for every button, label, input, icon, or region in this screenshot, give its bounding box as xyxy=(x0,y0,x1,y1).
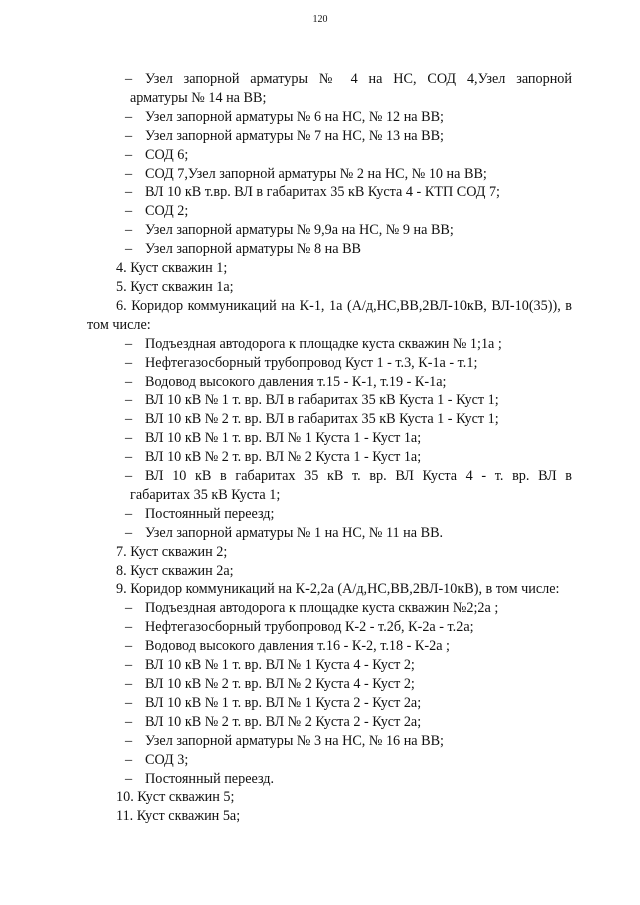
dash-bullet: – xyxy=(125,335,133,352)
dash-bullet: – xyxy=(125,751,133,768)
list-item-text: СОД 6; xyxy=(145,146,189,163)
list-item xyxy=(87,599,572,618)
list-item-text: Постоянный переезд; xyxy=(145,505,275,522)
dash-bullet: – xyxy=(125,713,133,730)
list-item xyxy=(87,165,572,184)
list-item-text: Узел запорной арматуры № 6 на НС, № 12 на ВВ; xyxy=(145,108,444,125)
dash-bullet: – xyxy=(125,127,133,144)
list-item xyxy=(87,637,572,656)
list-item-text: Узел запорной арматуры № 7 на НС, № 13 на ВВ; xyxy=(145,127,444,144)
dash-bullet: – xyxy=(125,468,133,485)
list-item xyxy=(87,70,572,108)
list-item xyxy=(87,618,572,637)
dash-bullet: – xyxy=(125,770,133,787)
list-item xyxy=(87,240,572,259)
list-item-text: ВЛ 10 кВ № 1 т. вр. ВЛ № 1 Куста 1 - Куст 1а; xyxy=(145,430,422,447)
list-item-text: Узел запорной арматуры № 8 на ВВ xyxy=(145,241,361,258)
list-item xyxy=(87,524,572,543)
dash-bullet: – xyxy=(125,430,133,447)
dash-bullet: – xyxy=(125,694,133,711)
list-item xyxy=(87,448,572,467)
list-item-text: Водовод высокого давления т.16 - К-2, т.18 - К-2а ; xyxy=(145,638,450,655)
dash-bullet: – xyxy=(125,241,133,258)
list-item-text: ВЛ 10 кВ № 2 т. вр. ВЛ № 2 Куста 1 - Куст 1а; xyxy=(145,449,422,466)
list-item-text: СОД 3; xyxy=(145,751,189,768)
list-item xyxy=(87,410,572,429)
dash-bullet: – xyxy=(125,600,133,617)
numbered-item: 7. Куст скважин 2; xyxy=(116,543,228,560)
list-item xyxy=(87,429,572,448)
dash-bullet: – xyxy=(125,638,133,655)
list-item xyxy=(87,335,572,354)
numbered-paragraph: 9. Коридор коммуникаций на К-2,2а (А/д,НС,ВВ,2ВЛ-10кВ), в том числе: xyxy=(116,581,560,598)
list-item-text: ВЛ 10 кВ в габаритах 35 кВ т. вр. ВЛ Куста 4 - т. вр. ВЛ в xyxy=(145,468,572,485)
dash-bullet: – xyxy=(125,449,133,466)
list-item-text: Узел запорной арматуры № 1 на НС, № 11 на ВВ. xyxy=(145,524,444,541)
numbered-item: 4. Куст скважин 1; xyxy=(116,260,228,277)
list-item-text: ВЛ 10 кВ № 1 т. вр. ВЛ № 1 Куста 2 - Куст 2а; xyxy=(145,694,422,711)
dash-bullet: – xyxy=(125,619,133,636)
list-item-text: Постоянный переезд. xyxy=(145,770,275,787)
list-item-text: СОД 2; xyxy=(145,203,189,220)
dash-bullet: – xyxy=(125,222,133,239)
list-item-text: ВЛ 10 кВ № 1 т. вр. ВЛ № 1 Куста 4 - Куст 2; xyxy=(145,657,415,674)
numbered-paragraph: 6. Коридор коммуникаций на К-1, 1а (А/д,НС,ВВ,2ВЛ-10кВ, ВЛ-10(35)), в том числе: xyxy=(87,297,572,333)
dash-bullet: – xyxy=(125,392,133,409)
list-item-text: Подъездная автодорога к площадке куста скважин №2;2а ; xyxy=(145,600,499,617)
list-item xyxy=(87,202,572,221)
document-body xyxy=(87,70,572,826)
dash-bullet: – xyxy=(125,165,133,182)
list-item xyxy=(87,146,572,165)
list-item-text: Узел запорной арматуры № 9,9а на НС, № 9 на ВВ; xyxy=(145,222,454,239)
list-item-text: ВЛ 10 кВ т.вр. ВЛ в габаритах 35 кВ Куста 4 - КТП СОД 7; xyxy=(145,184,500,201)
numbered-item: 11. Куст скважин 5а; xyxy=(116,808,241,825)
list-item-text: ВЛ 10 кВ № 2 т. вр. ВЛ № 2 Куста 2 - Куст 2а; xyxy=(145,713,422,730)
list-item xyxy=(87,127,572,146)
dash-bullet: – xyxy=(125,108,133,125)
dash-bullet: – xyxy=(125,373,133,390)
list-item xyxy=(87,656,572,675)
list-item xyxy=(87,354,572,373)
list-item xyxy=(87,183,572,202)
dash-bullet: – xyxy=(125,146,133,163)
dash-bullet: – xyxy=(125,354,133,371)
list-item xyxy=(87,732,572,751)
list-item-text: Водовод высокого давления т.15 - К-1, т.19 - К-1а; xyxy=(145,373,447,390)
list-item xyxy=(87,467,572,505)
list-item-continuation: габаритах 35 кВ Куста 1; xyxy=(130,486,281,503)
dash-bullet: – xyxy=(125,676,133,692)
list-item-text: ВЛ 10 кВ № 1 т. вр. ВЛ в габаритах 35 кВ Куста 1 - Куст 1; xyxy=(145,392,499,409)
list-item xyxy=(87,770,572,789)
list-item xyxy=(87,221,572,240)
list-item-text: Узел запорной арматуры № 3 на НС, № 16 на ВВ; xyxy=(145,732,444,749)
numbered-item: 5. Куст скважин 1а; xyxy=(116,278,234,295)
list-item xyxy=(87,505,572,524)
numbered-item: 10. Куст скважин 5; xyxy=(116,789,235,806)
page-number: 120 xyxy=(312,14,328,25)
list-item xyxy=(87,675,572,694)
numbered-item: 8. Куст скважин 2а; xyxy=(116,562,234,579)
list-item-text: Нефтегазосборный трубопровод К-2 - т.2б, К-2а - т.2а; xyxy=(145,619,474,636)
dash-bullet: – xyxy=(125,505,133,522)
dash-bullet: – xyxy=(125,411,133,428)
list-item-text: Подъездная автодорога к площадке куста скважин № 1;1а ; xyxy=(145,335,502,352)
list-item-text: Узел запорной арматуры № 4 на НС, СОД 4,Узел запорной xyxy=(145,71,572,87)
dash-bullet: – xyxy=(125,71,133,87)
dash-bullet: – xyxy=(125,203,133,220)
list-item xyxy=(87,108,572,127)
list-item-text: СОД 7,Узел запорной арматуры № 2 на НС, № 10 на ВВ; xyxy=(145,165,487,182)
dash-bullet: – xyxy=(125,524,133,541)
list-item xyxy=(87,751,572,770)
list-item xyxy=(87,373,572,392)
dash-bullet: – xyxy=(125,732,133,749)
list-item-text: Нефтегазосборный трубопровод Куст 1 - т.3, К-1а - т.1; xyxy=(145,354,478,371)
list-item-text: ВЛ 10 кВ № 2 т. вр. ВЛ в габаритах 35 кВ Куста 1 - Куст 1; xyxy=(145,411,499,428)
dash-bullet: – xyxy=(125,184,133,201)
list-item xyxy=(87,391,572,410)
list-item-text: ВЛ 10 кВ № 2 т. вр. ВЛ № 2 Куста 4 - Куст 2; xyxy=(145,676,415,692)
dash-bullet: – xyxy=(125,657,133,674)
list-item-continuation: арматуры № 14 на ВВ; xyxy=(130,89,267,106)
list-item xyxy=(87,713,572,732)
list-item xyxy=(87,694,572,713)
